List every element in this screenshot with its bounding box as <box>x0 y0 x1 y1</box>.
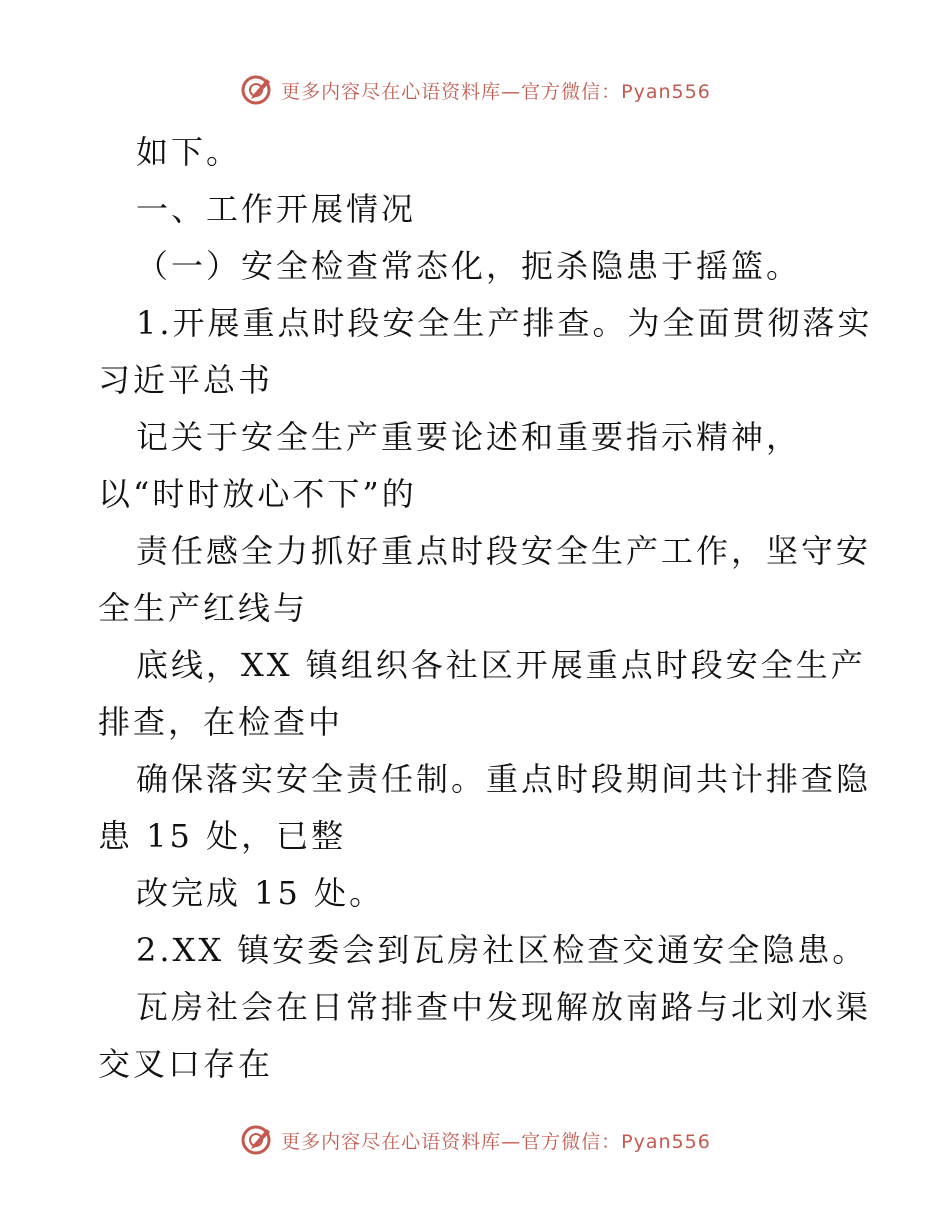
text-line: 排查，在检查中 <box>98 703 344 741</box>
text-line: 如下。 <box>136 133 242 171</box>
text-line: 患 15 处，已整 <box>98 817 347 855</box>
text-line: 底线，XX 镇组织各社区开展重点时段安全生产 <box>136 646 866 684</box>
text-line: 确保落实安全责任制。重点时段期间共计排查隐 <box>136 760 872 798</box>
text-line: 改完成 15 处。 <box>136 874 385 912</box>
text-line: 全生产红线与 <box>98 589 309 627</box>
text-line: 交叉口存在 <box>98 1045 274 1083</box>
text-line: 1.开展重点时段安全生产排查。为全面贯彻落实 <box>136 304 873 342</box>
pen-logo-icon <box>239 1123 273 1157</box>
header-watermark <box>0 70 950 110</box>
text-line: 习近平总书 <box>98 361 274 399</box>
document-body <box>98 124 873 1093</box>
text-line: 瓦房社会在日常排查中发现解放南路与北刘水渠 <box>136 988 872 1026</box>
section-heading: 一、工作开展情况 <box>136 190 417 228</box>
text-line: 记关于安全生产重要论述和重要指示精神， <box>136 418 802 456</box>
text-line: 2.XX 镇安委会到瓦房社区检查交通安全隐患。 <box>136 931 868 969</box>
watermark-text: 更多内容尽在心语资料库—官方微信：Pyan556 <box>281 80 711 103</box>
text-line: 以“时时放心不下”的 <box>98 475 417 513</box>
watermark-text: 更多内容尽在心语资料库—官方微信：Pyan556 <box>281 1130 711 1153</box>
text-line: 责任感全力抓好重点时段安全生产工作，坚守安 <box>136 532 872 570</box>
footer-watermark <box>0 1120 950 1160</box>
pen-logo-icon <box>239 73 273 107</box>
subsection-heading: （一）安全检查常态化，扼杀隐患于摇篮。 <box>136 247 802 285</box>
